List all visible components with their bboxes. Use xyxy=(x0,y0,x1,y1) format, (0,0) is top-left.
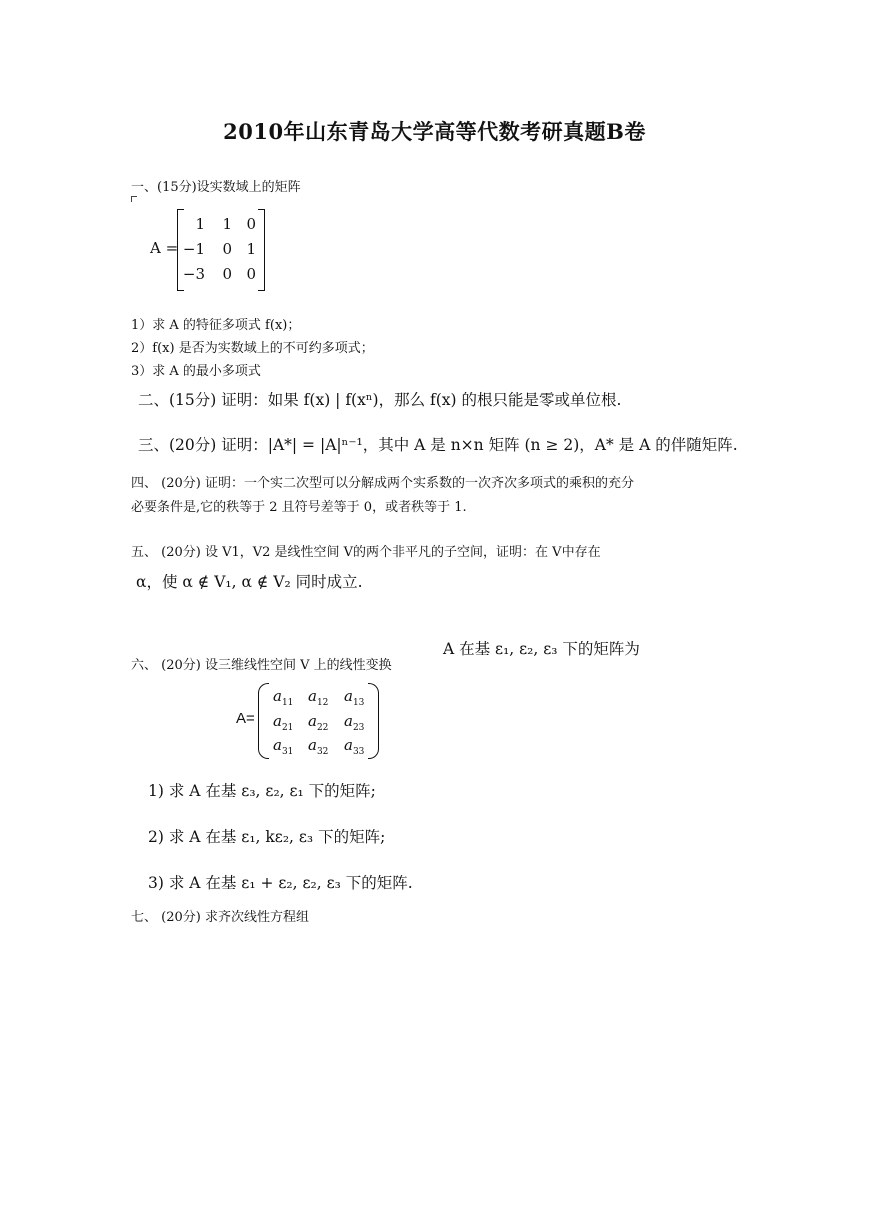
cell-letter: a xyxy=(344,736,353,754)
matrix-cell: 0 xyxy=(222,265,232,283)
matrix-cell-a22 xyxy=(308,712,328,733)
cell-letter: a xyxy=(273,736,282,754)
q4-line1: 四、 (20分) 证明：一个实二次型可以分解成两个实系数的一次齐次多项式的乘积的充分 xyxy=(131,476,634,491)
matrix-cell: 0 xyxy=(222,240,232,258)
matrix-cell-a23 xyxy=(344,712,364,733)
q5-line1: 五、 (20分) 设 V1，V2 是线性空间 V的两个非平凡的子空间，证明：在 V中存在 xyxy=(131,545,601,560)
cell-letter: a xyxy=(273,687,282,705)
matrix-cell-a32 xyxy=(308,736,328,757)
cell-letter: a xyxy=(308,712,317,730)
q2-text: 二、(15分) 证明：如果 f(x) | f(xⁿ)，那么 f(x) 的根只能是零或单位根. xyxy=(138,391,622,409)
cell-index: 21 xyxy=(281,723,294,733)
right-paren xyxy=(368,683,379,759)
cell-letter: a xyxy=(344,712,353,730)
q7-text: 七、 (20分) 求齐次线性方程组 xyxy=(131,910,309,925)
q6-prefix: 六、 (20分) 设三维线性空间 V 上的线性变换 xyxy=(131,658,392,673)
right-bracket xyxy=(258,209,265,291)
matrix-cell: −3 xyxy=(182,265,205,283)
q6-sub1: 1) 求 A 在基 ε₃, ε₂, ε₁ 下的矩阵; xyxy=(148,782,376,800)
matrix-cell-a11 xyxy=(273,687,293,708)
matrix-cell: 1 xyxy=(195,215,205,233)
cell-letter: a xyxy=(308,736,317,754)
matrix-cell-a33 xyxy=(344,736,364,757)
cell-index: 31 xyxy=(281,747,294,757)
cell-index: 32 xyxy=(316,747,329,757)
cell-letter: a xyxy=(344,687,353,705)
q1-sub1: 1）求 A 的特征多项式 f(x)； xyxy=(131,318,301,333)
matrix-cell-a13 xyxy=(344,687,364,708)
matrix-cell-a21 xyxy=(273,712,293,733)
matrix-cell: 0 xyxy=(246,215,256,233)
cell-letter: a xyxy=(273,712,282,730)
cell-index: 13 xyxy=(352,698,365,708)
q5-line2: α，使 α ∉ V₁, α ∉ V₂ 同时成立. xyxy=(136,573,363,591)
matrix-cell-a12 xyxy=(308,687,328,708)
matrix-cell: −1 xyxy=(182,240,205,258)
matrix-cell: 0 xyxy=(246,265,256,283)
q1-matrix-label: A = xyxy=(150,239,179,257)
q6-sub3: 3) 求 A 在基 ε₁ + ε₂, ε₂, ε₃ 下的矩阵. xyxy=(148,874,413,892)
matrix-cell: 1 xyxy=(246,240,256,258)
cell-index: 11 xyxy=(281,698,294,708)
left-paren xyxy=(258,683,269,759)
q1-header: 一、(15分)设实数域上的矩阵 xyxy=(131,180,301,195)
q6-suffix: A 在基 ε₁, ε₂, ε₃ 下的矩阵为 xyxy=(443,640,640,658)
corner-mark xyxy=(131,196,137,202)
document-title: 2010年山东青岛大学高等代数考研真题B卷 xyxy=(223,119,646,144)
q4-line2: 必要条件是,它的秩等于 2 且符号差等于 0，或者秩等于 1. xyxy=(131,500,467,515)
cell-index: 12 xyxy=(316,698,329,708)
matrix-cell-a31 xyxy=(273,736,293,757)
q3-text: 三、(20分) 证明：|A*| = |A|ⁿ⁻¹，其中 A 是 n×n 矩阵 (n ≥ 2)，A* 是 A 的伴随矩阵. xyxy=(138,436,738,454)
q6-sub2: 2) 求 A 在基 ε₁, kε₂, ε₃ 下的矩阵; xyxy=(148,828,386,846)
cell-letter: a xyxy=(308,687,317,705)
q1-sub2: 2）f(x) 是否为实数域上的不可约多项式； xyxy=(131,341,374,356)
cell-index: 22 xyxy=(316,723,329,733)
cell-index: 33 xyxy=(352,747,365,757)
q1-sub3: 3）求 A 的最小多项式 xyxy=(131,364,261,379)
cell-index: 23 xyxy=(352,723,365,733)
q6-matrix-label: A= xyxy=(236,710,255,727)
matrix-cell: 1 xyxy=(222,215,232,233)
